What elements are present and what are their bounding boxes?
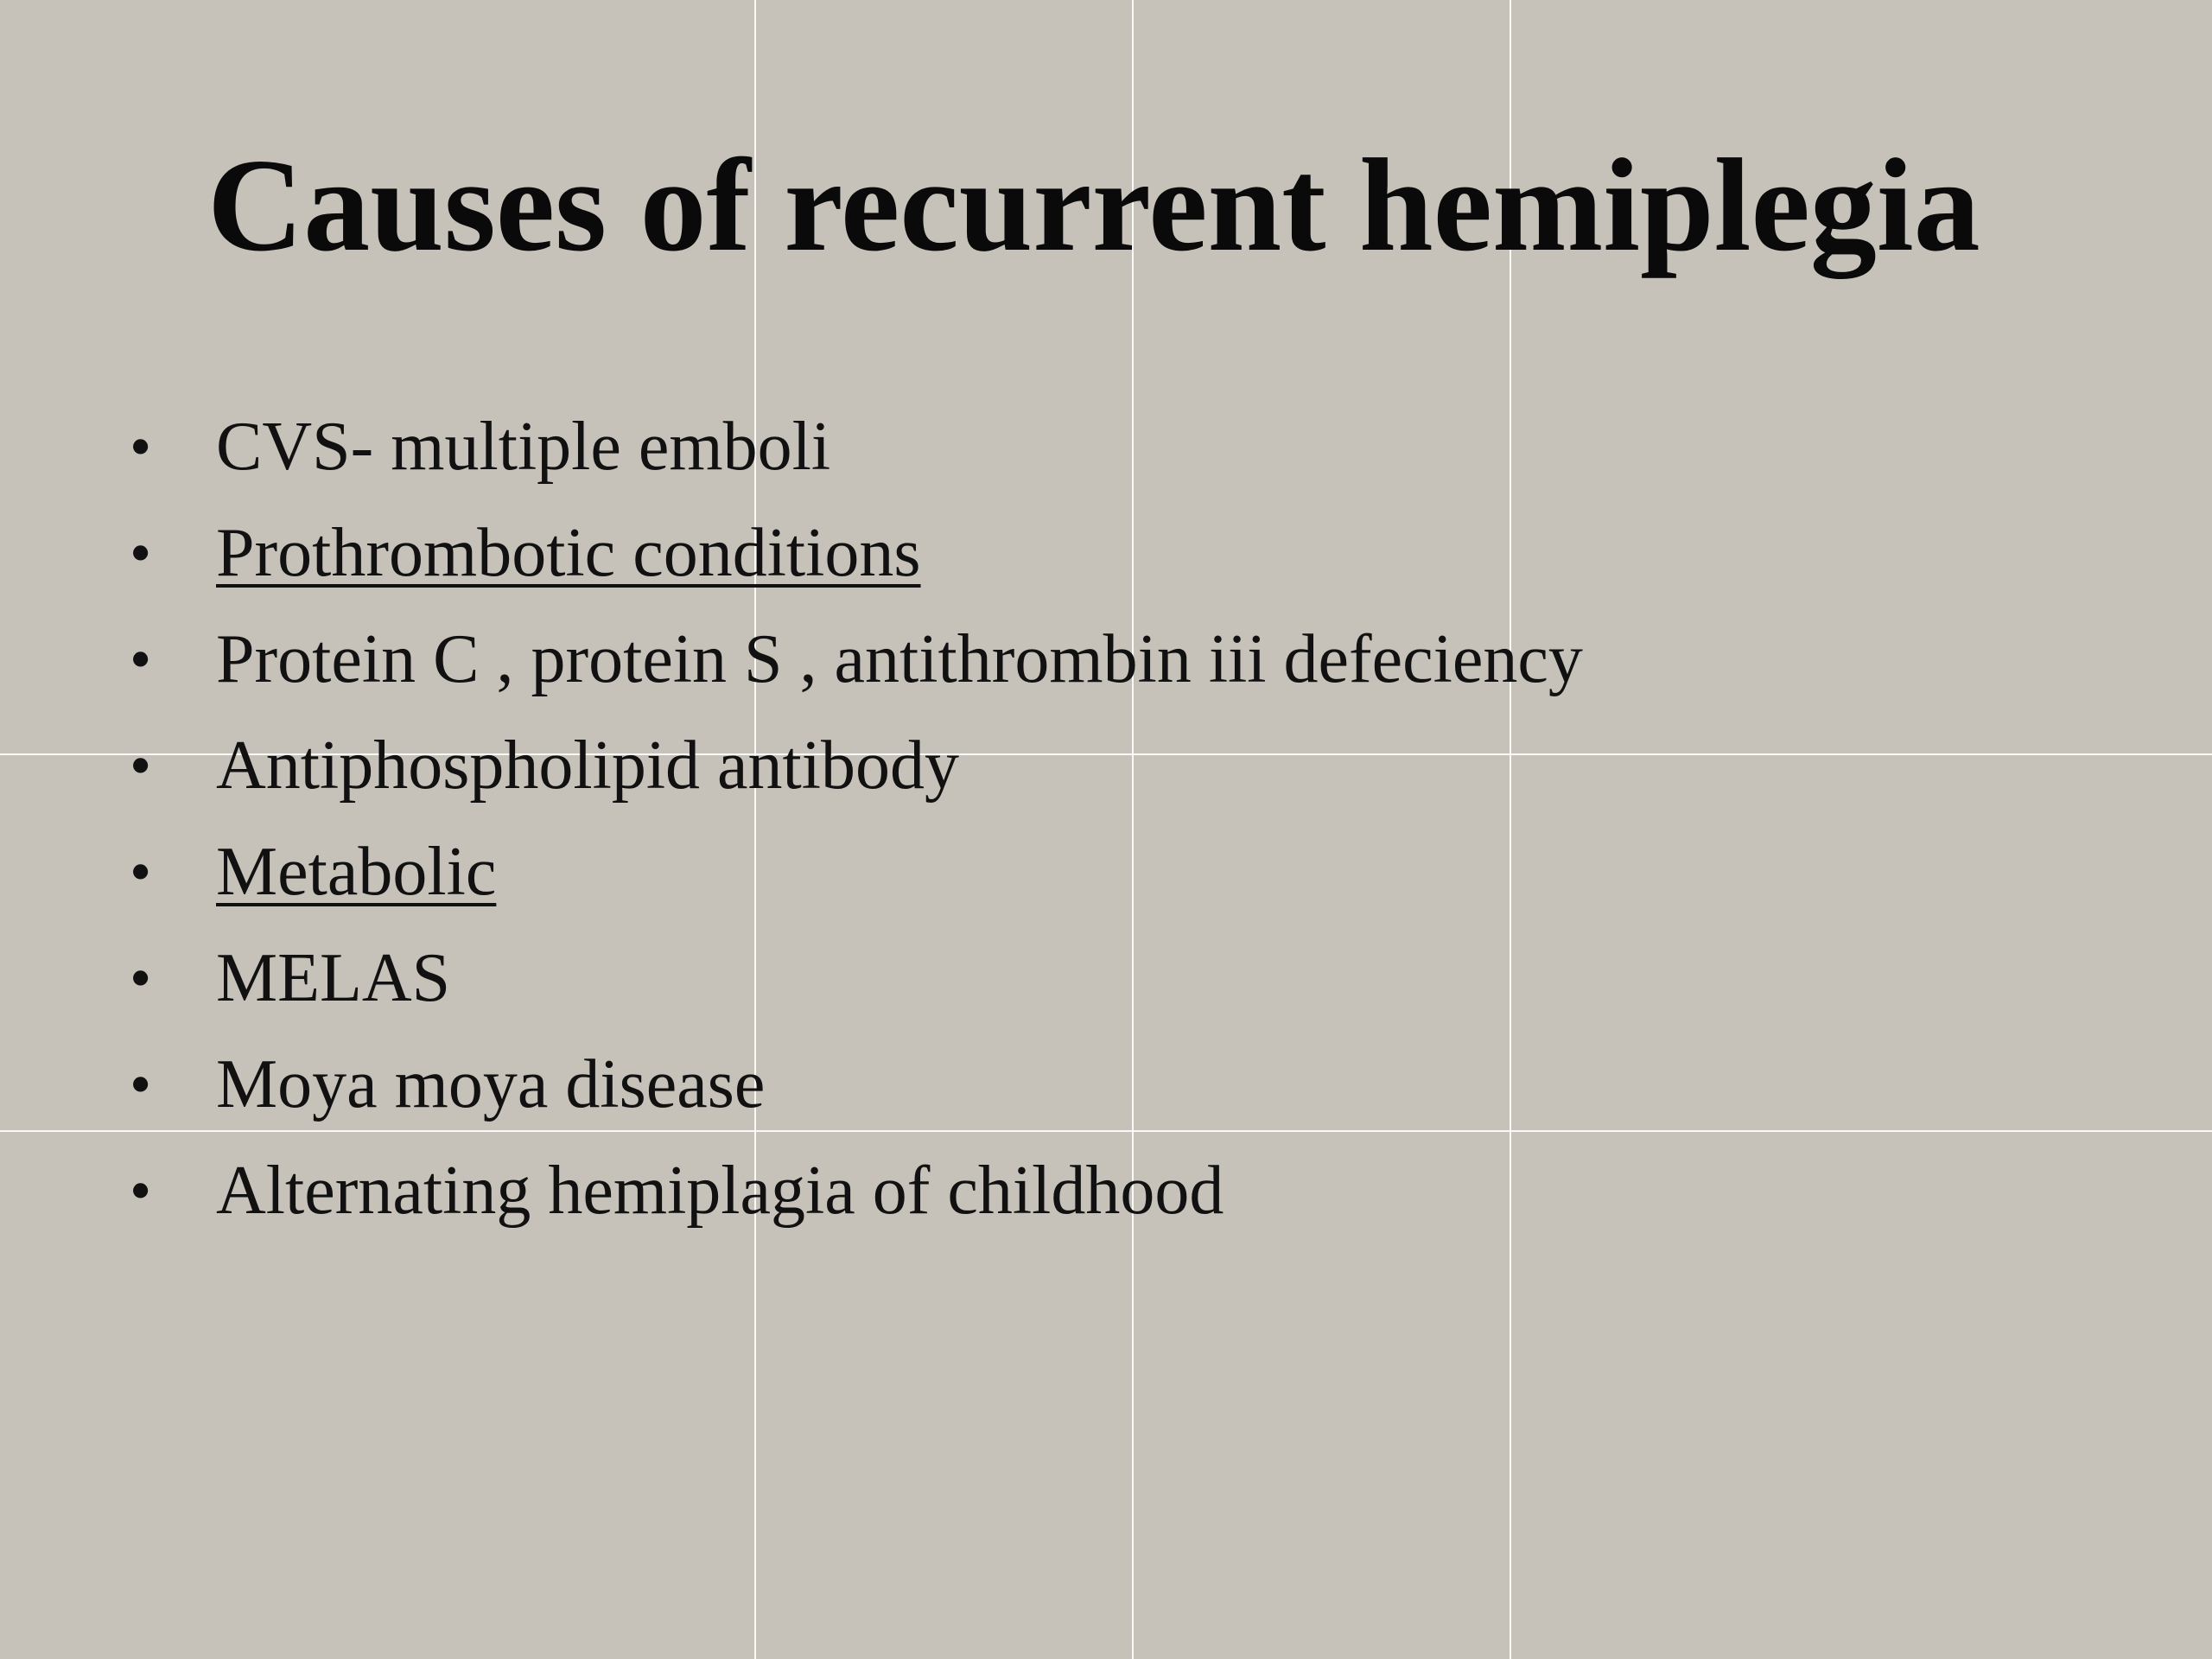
list-item-text: CVS- multiple emboli xyxy=(216,409,831,485)
list-item-text: Alternating hemiplagia of childhood xyxy=(216,1153,1224,1229)
bullet-icon: • xyxy=(130,625,152,694)
bullet-icon: • xyxy=(130,731,152,800)
bullet-icon: • xyxy=(130,518,152,588)
list-item-text: Protein C , protein S , antithrombin iii defeciency xyxy=(216,621,1583,697)
slide-title: Causes of recurrent hemiplegia xyxy=(207,132,1980,279)
bullet-icon: • xyxy=(130,412,152,481)
bullet-icon: • xyxy=(130,1156,152,1225)
bullet-icon: • xyxy=(130,1050,152,1119)
list-item-text: Metabolic xyxy=(216,834,497,910)
list-item-text: MELAS xyxy=(216,940,451,1016)
bullet-icon: • xyxy=(130,944,152,1013)
list-item-text: Moya moya disease xyxy=(216,1046,766,1122)
list-item-text: Antiphospholipid antibody xyxy=(216,728,959,804)
bullet-icon: • xyxy=(130,837,152,906)
list-item-text: Prothrombotic conditions xyxy=(216,515,921,591)
